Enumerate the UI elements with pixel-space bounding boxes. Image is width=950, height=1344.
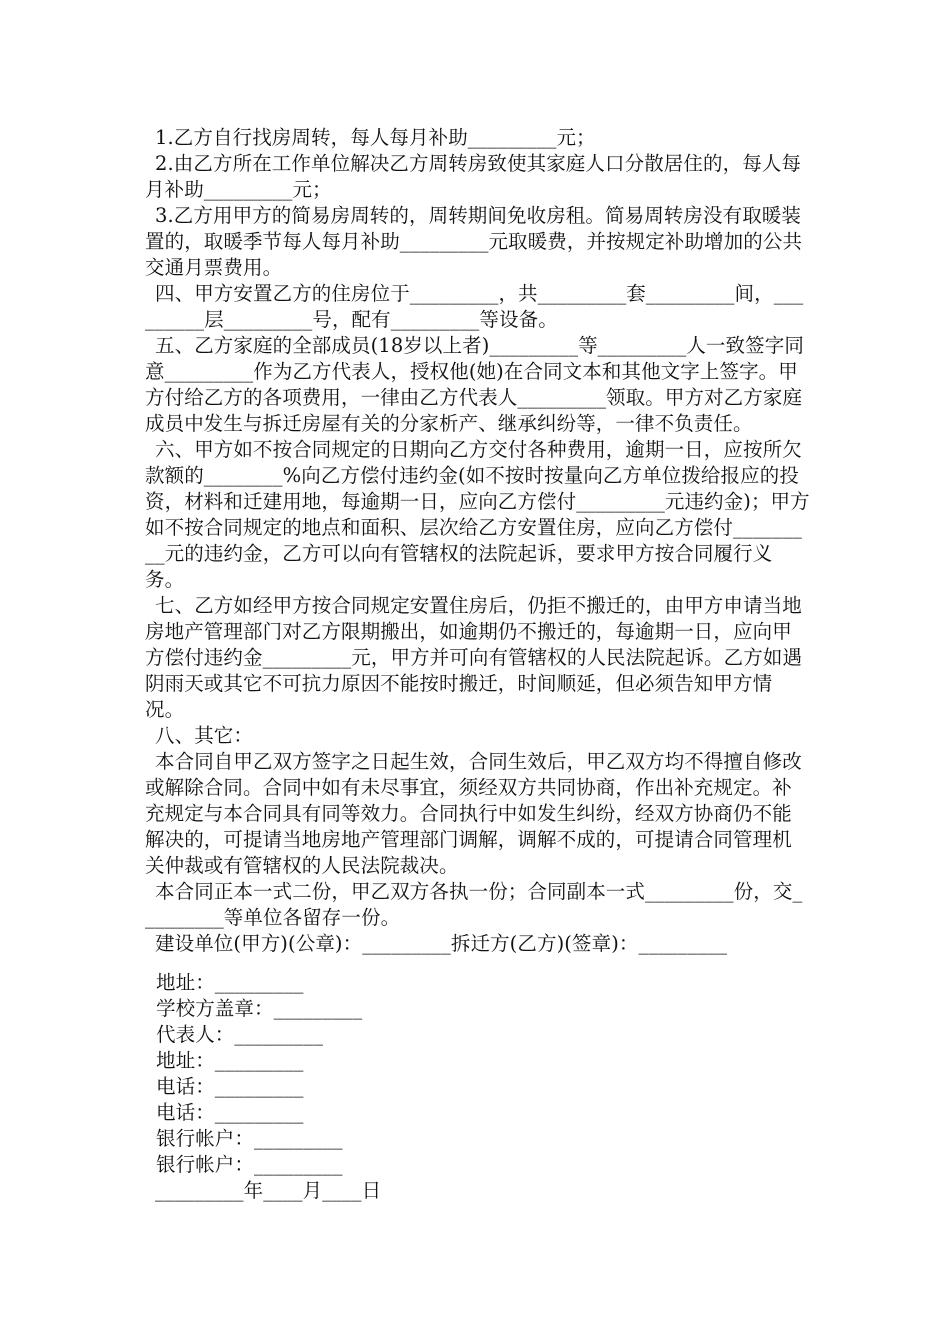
section-7-party-b-liability: 七、乙方如经甲方按合同规定安置住房后，仍拒不搬迁的，由甲方申请当地房地产管理部门对乙方限期搬出，如逾期仍不搬迁的，每逾期一日，应向甲方偿付违约金_________元，甲方并可向有管辖权的人民法院起诉。乙方如遇阴雨天或其它不可抗力原因不能按时搬迁，时间顺延，但必须告知甲方情况。 <box>145 594 803 721</box>
clause-3-simple-housing: 3.乙方用甲方的简易房周转的，周转期间免收房租。简易周转房没有取暖装置的，取暖季节每人每月补助_________元取暖费，并按规定补助增加的公共交通月票费用。 <box>145 204 803 279</box>
phone-line: 电话：_________ <box>156 1075 304 1098</box>
document-body <box>145 125 810 1204</box>
clause-1-self-arranged-housing: 1.乙方自行找房周转，每人每月补助_________元； <box>155 126 596 149</box>
address-line: 地址：_________ <box>156 1049 304 1072</box>
address-line: 地址：_________ <box>156 971 304 994</box>
section-5-family-members: 五、乙方家庭的全部成员(18岁以上者)_________等_________人一致签字同意_________作为乙方代表人，授权他(她)在合同文本和其他文字上签字。甲方付给乙方的各项费用，一律由乙方代表人_________领取。甲方对乙方家庭成员中发生与拆迁房屋有关的分家析产、继承纠纷等，一律不负责任。 <box>145 334 804 435</box>
section-8-heading: 八、其它： <box>155 724 254 747</box>
date-line: _________年____月____日 <box>155 1179 382 1202</box>
school-seal-line: 学校方盖章：_________ <box>156 997 363 1020</box>
bank-account-line: 银行帐户：_________ <box>156 1153 343 1176</box>
representative-line: 代表人：_________ <box>156 1023 324 1046</box>
clause-2-employer-arranged-housing: 2.由乙方所在工作单位解决乙方周转房致使其家庭人口分散居住的，每人每月补助_________元； <box>145 152 802 201</box>
copies-clause: 本合同正本一式二份，甲乙双方各执一份；合同副本一式_________份，交_________等单位各留存一份。 <box>145 880 803 929</box>
effectiveness-clause: 本合同自甲乙双方签字之日起生效，合同生效后，甲乙双方均不得擅自修改或解除合同。合同中如有未尽事宜，须经双方共同协商，作出补充规定。补充规定与本合同具有同等效力。合同执行中如发生纠纷，经双方协商仍不能解决的，可提请当地房地产管理部门调解，调解不成的，可提请合同管理机关仲裁或有管辖权的人民法院裁决。 <box>145 750 802 877</box>
signature-block <box>145 970 810 1204</box>
bank-account-line: 银行帐户：_________ <box>156 1127 343 1150</box>
section-6-party-a-liability: 六、甲方如不按合同规定的日期向乙方交付各种费用，逾期一日，应按所欠款额的________%向乙方偿付违约金(如不按时按量向乙方单位拨给报应的投资，材料和迁建用地，每逾期一日，应向乙方偿付_________元违约金)；甲方如不按合同规定的地点和面积、层次给乙方安置住房，应向乙方偿付_________元的违约金，乙方可以向有管辖权的法院起诉，要求甲方按合同履行义务。 <box>145 438 810 591</box>
phone-line: 电话：_________ <box>156 1101 304 1124</box>
section-4-resettlement-housing: 四、甲方安置乙方的住房位于_________，共_________套_________间，_________层_________号，配有_________等设备。 <box>145 282 804 331</box>
parties-signature-line: 建设单位(甲方)(公章)：_________拆迁方(乙方)(签章)：_________ <box>155 932 728 955</box>
